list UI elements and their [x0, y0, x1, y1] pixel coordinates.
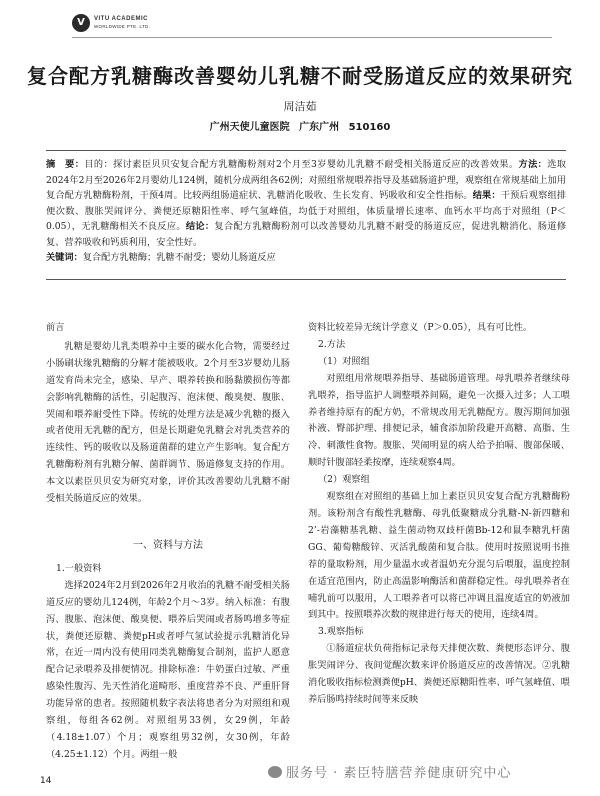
keywords-label: 关键词：: [46, 252, 83, 263]
wechat-icon: [268, 766, 282, 778]
watermark-text: 服务号 · 素臣特膳营养健康研究中心: [286, 766, 512, 781]
publisher-logo-icon: V: [72, 14, 90, 32]
watermark: [268, 762, 511, 781]
abstract-label: 摘 要：: [46, 159, 85, 170]
publisher-name-line1: VITU ACADEMIC: [94, 16, 148, 22]
control-group-heading: （1）对照组: [318, 355, 370, 367]
observation-group-paragraph: 观察组在对照组的基础上加上素臣贝贝安复合配方乳糖酶粉剂。该粉剂含有酸性乳糖酶、母乳低聚糖成分乳糖-N-新四糖和2’-岩藻糖基乳糖、益生菌动物双歧杆菌Bb-12和鼠李糖乳杆菌GG、葡萄糖酸锌、灭活乳酸菌和复合肽。使用时按照说明书推荐的量取粉剂，用少量温水或者温奶充分混匀后喂服，温度控制在适宜范围内，防止高温影响酶活和菌群稳定性。母乳喂养者在哺乳前可以服用，人工喂养者可以将已冲调且温度适宜的奶液加到其中。按照喂养次数的规律进行每天的使用，连续4周。: [308, 491, 570, 621]
abstract-method-label: 方法：: [518, 159, 548, 170]
method-heading: 2.方法: [318, 338, 346, 350]
keywords-text: 复合配方乳糖酶；乳糖不耐受；婴幼儿肠道反应: [82, 252, 276, 263]
abstract-result-label: 结果：: [472, 190, 501, 201]
article-title: 复合配方乳糖酶改善婴幼儿乳糖不耐受肠道反应的效果研究: [27, 64, 573, 88]
preface-paragraph: 乳糖是婴幼儿乳类喂养中主要的碳水化合物，需要经过小肠刷状缘乳糖酶的分解才能被吸收。2个月至3岁婴幼儿肠道发育尚未完全，感染、早产、喂养转换和肠黏膜损伤等都会影响乳糖酶的活性，引起腹泻、泡沫便、酸臭便、腹胀、哭闹和喂养耐受性下降。传统的处理方法是减少乳糖的摄入或者使用无乳糖的配方，但是长期避免乳糖会对乳类营养的连续性、钙的吸收以及肠道菌群的建立产生影响。复合配方乳糖酶粉剂有乳糖分解、菌群调节、肠道修复支持的作用。本文以素臣贝贝安为研究对象，评价其改善婴幼儿乳糖不耐受相关肠道反应的效果。: [46, 340, 290, 505]
abstract-conclusion-label: 结论：: [185, 221, 215, 232]
abstract-keywords: [46, 250, 566, 266]
preface-heading: 前言: [46, 322, 65, 333]
subsection-1-heading: 1.一般资料: [56, 562, 102, 574]
page-number: 14: [40, 776, 52, 786]
left-column: [46, 318, 290, 764]
observation-group-heading: （2）观察组: [318, 474, 370, 486]
section-1-heading: 一、资料与方法: [133, 539, 203, 551]
abstract-box: [46, 150, 566, 280]
author-name: 周洁茹: [283, 100, 317, 113]
publisher-name: [94, 16, 150, 30]
indicator-heading: 3.观察指标: [318, 626, 364, 638]
abstract-purpose-text: 目的：探讨素臣贝贝安复合配方乳糖酶粉剂对2个月至3岁婴幼儿乳糖不耐受相关肠道反应的改善效果。: [84, 159, 519, 170]
subsection-1-paragraph: 选择2024年2月到2026年2月收治的乳糖不耐受相关肠道反应的婴幼儿124例，年龄2个月～3岁。纳入标准：有腹泻、腹胀、泡沫便、酸臭便、喂养后哭闹或者肠鸣增多等症状，粪便还原糖、粪便pH或者呼气氢试验提示乳糖消化异常，在近一周内没有使用同类乳糖酶复合制剂，监护人愿意配合记录喂养及排便情况。排除标准：牛奶蛋白过敏、严重感染性腹泻、先天性消化道畸形、重度营养不良、严重肝肾功能异常的患者。按照随机数字表法将患者分为对照组和观察组，每组各62例。对照组男33例，女29例，年龄（4.18±1.07）个月；观察组男32例，女30例，年龄（4.25±1.12）个月。两组一般: [46, 579, 290, 760]
abstract-method-text: 选取2024年2月至2026年2月婴幼儿124例，随机分成两组各62例；对照组常规喂养指导及基础肠道护理，观察组在常规基础上加用复合配方乳糖酶粉剂，干预4周。比较两组肠道症状、乳糖消化吸收、生长发育、钙吸收和安全性指标。: [46, 159, 567, 201]
page-header: [72, 12, 552, 38]
author-affiliation: 广州天使儿童医院 广东广州 510160: [209, 122, 391, 133]
control-group-paragraph: 对照组用常规喂养指导、基础肠道管理。母乳喂养者继续母乳喂养，指导监护人调整喂养间隔，避免一次摄入过多；人工喂养者维持原有的配方奶，不常规改用无乳糖配方。腹泻期间加强补液、臀部护理、排便记录，辅食添加阶段避开高糖、高脂、生冷、刺激性食物。腹胀、哭闹明显的病人给予拍嗝、腹部保暖、顺时针腹部轻柔按摩，连续观察4周。: [308, 372, 570, 469]
right-column: [308, 320, 570, 709]
publisher-name-line2: WORLDWIDE PTE. LTD.: [94, 24, 151, 29]
indicator-paragraph: ①肠道症状负荷指标记录每天排便次数、粪便形态评分、腹胀哭闹评分、夜间觉醒次数来评价肠道反应的改善情况。②乳糖消化吸收指标检测粪便pH、粪便还原糖阳性率、呼气氢峰值、喂养后肠鸣持续时间等来反映: [308, 643, 570, 705]
abstract-purpose: [46, 157, 566, 250]
abstract-conclusion-text: 复合配方乳糖酶粉剂可以改善婴幼儿乳糖不耐受的肠道反应，促进乳糖消化、肠道修复、营养吸收和钙质利用，安全性好。: [46, 221, 567, 248]
continued-paragraph: 资料比较差异无统计学意义（P＞0.05），具有可比性。: [308, 322, 533, 333]
abstract-result-text: 干预后观察组排便次数、腹胀哭闹评分、粪便还原糖阳性率、呼气氢峰值，均低于对照组，体质量增长速率、血钙水平均高于对照组（P＜0.05），无乳糖酶相关不良反应。: [46, 190, 567, 232]
